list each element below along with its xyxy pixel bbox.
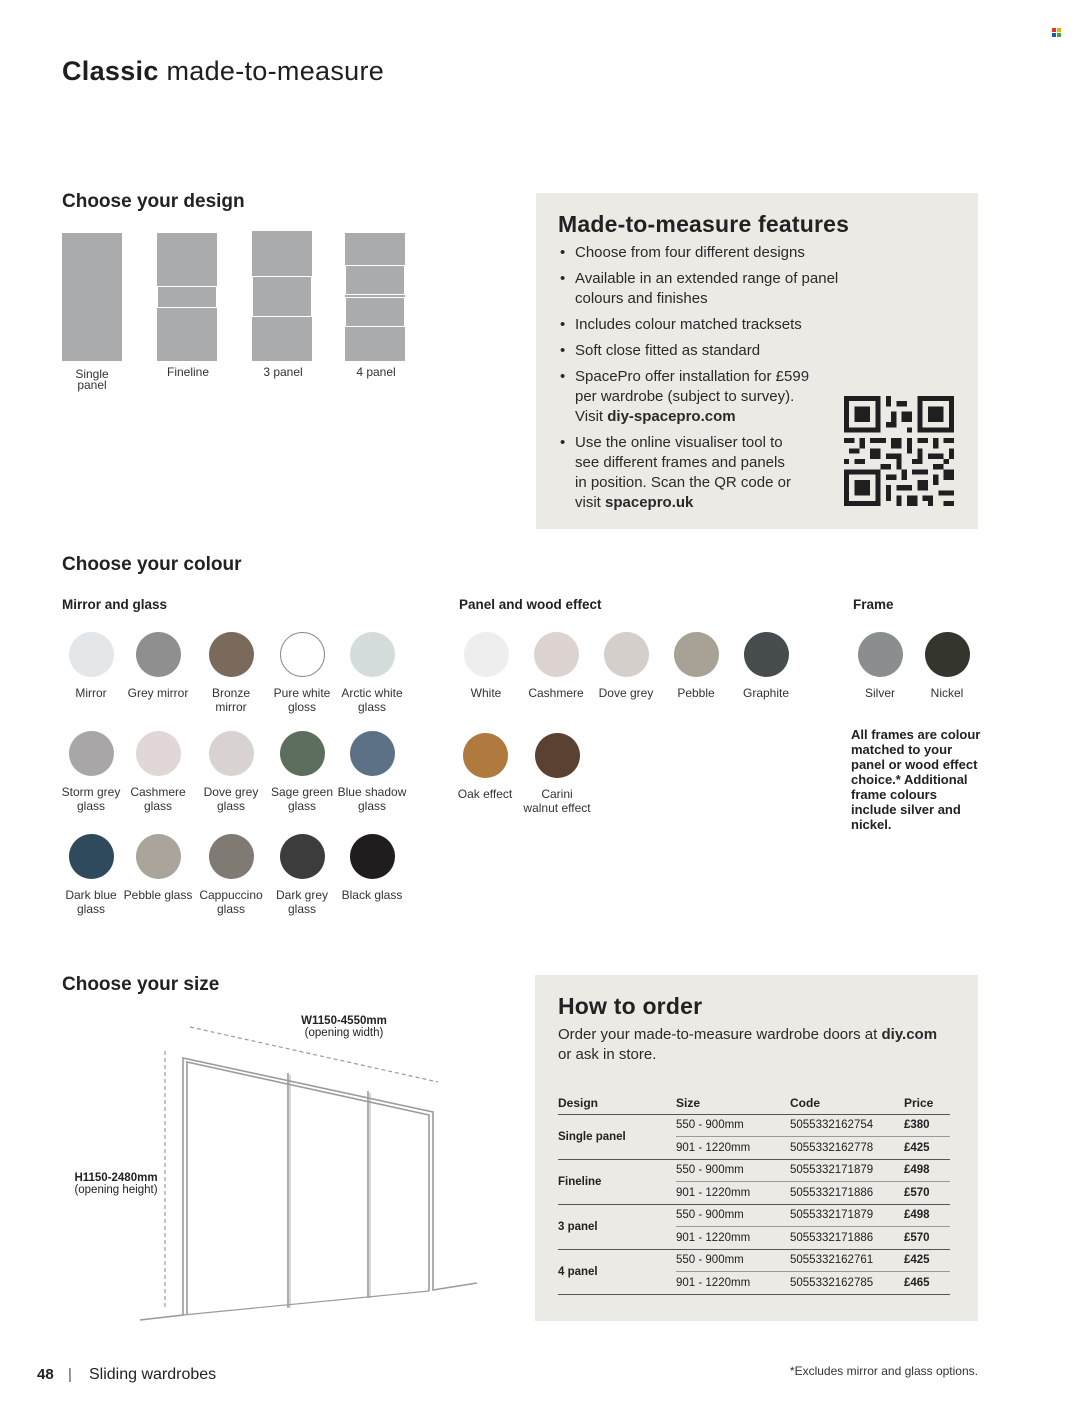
frame-heading: Frame xyxy=(853,597,894,612)
swatch-label: Dark grey glass xyxy=(275,888,328,916)
colour-swatch[interactable] xyxy=(661,632,731,700)
frame-note: All frames are colour matched to your panel or wood effect choice.* Additional frame colours include silver and nickel. xyxy=(851,727,981,832)
four-panel-diagram xyxy=(345,233,405,361)
colour-swatch[interactable] xyxy=(56,834,126,916)
feature-item: • Available in an extended range of panel colours and finishes xyxy=(558,269,848,309)
swatch-label: Carini walnut effect xyxy=(523,787,591,815)
size-heading: Choose your size xyxy=(62,974,220,995)
swatch-label: Cappuccino glass xyxy=(199,888,263,916)
swatch-label: Black glass xyxy=(341,888,403,902)
colour-swatch[interactable] xyxy=(196,632,266,714)
price-cell: £570 xyxy=(904,1182,950,1205)
code-cell: 5055332171879 xyxy=(790,1159,904,1182)
swatch-circle xyxy=(464,632,509,677)
colour-swatch[interactable] xyxy=(123,834,193,902)
size-cell: 901 - 1220mm xyxy=(676,1182,790,1205)
design-fineline[interactable] xyxy=(157,233,219,378)
diy-link[interactable]: diy.com xyxy=(881,1026,938,1043)
swatch-label: Bronze mirror xyxy=(211,686,251,714)
colour-swatch[interactable] xyxy=(267,632,337,714)
swatch-circle xyxy=(858,632,903,677)
footer-separator: | xyxy=(68,1366,72,1383)
swatch-label: Dove grey xyxy=(598,686,654,700)
swatch-circle xyxy=(674,632,719,677)
swatch-circle xyxy=(604,632,649,677)
swatch-circle xyxy=(350,731,395,776)
code-cell: 5055332171886 xyxy=(790,1227,904,1250)
swatch-label: Silver xyxy=(864,686,895,700)
size-cell: 550 - 900mm xyxy=(676,1249,790,1272)
swatch-circle xyxy=(350,834,395,879)
table-row xyxy=(558,1159,950,1182)
design-cell: Fineline xyxy=(558,1159,676,1204)
order-heading: How to order xyxy=(558,993,703,1019)
size-cell: 550 - 900mm xyxy=(676,1159,790,1182)
page-number: 48 xyxy=(37,1366,54,1383)
feature-item: • Soft close fitted as standard xyxy=(558,341,848,361)
features-heading: Made-to-measure features xyxy=(558,211,850,237)
section-name: Sliding wardrobes xyxy=(89,1366,217,1383)
design-cell: 4 panel xyxy=(558,1249,676,1294)
swatch-circle xyxy=(69,834,114,879)
design-label: 4 panel xyxy=(356,365,396,379)
swatch-circle xyxy=(350,632,395,677)
order-intro: Order your made-to-measure wardrobe doors at diy.com or ask in store. xyxy=(558,1026,938,1063)
swatch-label: Arctic white glass xyxy=(341,686,403,714)
swatch-label: Grey mirror xyxy=(127,686,189,700)
swatch-circle xyxy=(209,632,254,677)
swatch-label: Sage green glass xyxy=(270,785,334,813)
column-header: Size xyxy=(676,1092,790,1114)
swatch-label: Pebble glass xyxy=(123,888,193,902)
code-cell: 5055332162754 xyxy=(790,1114,904,1137)
swatch-circle xyxy=(280,834,325,879)
table-row xyxy=(558,1249,950,1272)
swatch-circle xyxy=(280,632,325,677)
features-box xyxy=(536,193,978,529)
code-cell: 5055332171886 xyxy=(790,1182,904,1205)
colour-swatch[interactable] xyxy=(56,731,126,813)
colour-swatch[interactable] xyxy=(267,731,337,813)
code-cell: 5055332162778 xyxy=(790,1137,904,1160)
page-title: Classic made-to-measure xyxy=(62,56,385,86)
price-table xyxy=(558,1092,950,1295)
brand-logo-icon xyxy=(1052,28,1062,38)
swatch-circle xyxy=(136,632,181,677)
swatch-label: Nickel xyxy=(930,686,964,700)
size-cell: 901 - 1220mm xyxy=(676,1227,790,1250)
qr-code-icon[interactable] xyxy=(844,396,954,506)
colour-swatch[interactable] xyxy=(123,632,193,700)
colour-swatch[interactable] xyxy=(196,834,266,916)
design-label: Fineline xyxy=(166,365,210,379)
swatch-label: Pebble xyxy=(677,686,715,700)
design-heading: Choose your design xyxy=(62,191,245,212)
swatch-circle xyxy=(280,731,325,776)
swatch-circle xyxy=(463,733,508,778)
features-list xyxy=(558,243,848,519)
swatch-label: Dark blue glass xyxy=(65,888,117,916)
design-3-panel[interactable] xyxy=(252,231,314,378)
price-cell: £498 xyxy=(904,1159,950,1182)
swatch-circle xyxy=(744,632,789,677)
table-header-row xyxy=(558,1092,950,1114)
colour-swatch[interactable] xyxy=(731,632,801,700)
column-header: Design xyxy=(558,1092,676,1114)
swatch-circle xyxy=(535,733,580,778)
panel-wood-heading: Panel and wood effect xyxy=(459,597,602,612)
swatch-label: Cashmere xyxy=(528,686,584,700)
colour-swatch[interactable] xyxy=(337,834,407,902)
colour-swatch[interactable] xyxy=(337,731,407,813)
colour-swatch[interactable] xyxy=(267,834,337,916)
swatch-circle xyxy=(136,731,181,776)
code-cell: 5055332162761 xyxy=(790,1249,904,1272)
price-cell: £425 xyxy=(904,1137,950,1160)
column-header: Code xyxy=(790,1092,904,1114)
price-cell: £425 xyxy=(904,1249,950,1272)
height-dimension: H1150-2480mm (opening height) xyxy=(74,1172,158,1196)
feature-item: • Includes colour matched tracksets xyxy=(558,315,848,335)
order-box xyxy=(535,975,978,1321)
design-label: 3 panel xyxy=(263,365,303,379)
code-cell: 5055332171879 xyxy=(790,1204,904,1227)
single-panel-diagram xyxy=(62,233,122,361)
swatch-circle xyxy=(209,834,254,879)
swatch-circle xyxy=(925,632,970,677)
design-cell: Single panel xyxy=(558,1114,676,1159)
colour-heading: Choose your colour xyxy=(62,554,242,575)
code-cell: 5055332162785 xyxy=(790,1272,904,1295)
size-cell: 901 - 1220mm xyxy=(676,1272,790,1295)
colour-swatch[interactable] xyxy=(845,632,915,700)
price-cell: £380 xyxy=(904,1114,950,1137)
colour-swatch[interactable] xyxy=(591,632,661,700)
spacepro-link[interactable]: spacepro.uk xyxy=(605,494,694,511)
swatch-label: Oak effect xyxy=(457,787,513,801)
swatch-circle xyxy=(136,834,181,879)
swatch-circle xyxy=(69,731,114,776)
design-label: Single panel xyxy=(75,367,109,392)
feature-item: • Use the online visualiser tool to see different frames and panels in position. Scan the QR code or visit spacepro.uk xyxy=(558,433,798,513)
three-panel-diagram xyxy=(252,231,312,361)
swatch-circle xyxy=(69,632,114,677)
colour-swatch[interactable] xyxy=(56,632,126,700)
design-single-panel[interactable] xyxy=(62,233,124,391)
colour-swatch[interactable] xyxy=(451,733,519,801)
size-cell: 901 - 1220mm xyxy=(676,1137,790,1160)
design-cell: 3 panel xyxy=(558,1204,676,1249)
width-dimension: W1150-4550mm (opening width) xyxy=(301,1015,387,1039)
table-row xyxy=(558,1204,950,1227)
footnote: *Excludes mirror and glass options. xyxy=(789,1364,978,1378)
size-cell: 550 - 900mm xyxy=(676,1114,790,1137)
diy-spacepro-link[interactable]: diy-spacepro.com xyxy=(607,408,736,425)
colour-swatch[interactable] xyxy=(123,731,193,813)
colour-swatch[interactable] xyxy=(451,632,521,700)
swatch-label: Storm grey glass xyxy=(61,785,121,813)
colour-swatch[interactable] xyxy=(521,632,591,700)
fineline-diagram xyxy=(157,233,217,361)
price-cell: £465 xyxy=(904,1272,950,1295)
colour-swatch[interactable] xyxy=(523,733,591,815)
swatch-label: Dove grey glass xyxy=(203,785,259,813)
size-cell: 550 - 900mm xyxy=(676,1204,790,1227)
swatch-label: Cashmere glass xyxy=(130,785,186,813)
swatch-label: Pure white gloss xyxy=(273,686,331,714)
price-cell: £570 xyxy=(904,1227,950,1250)
colour-swatch[interactable] xyxy=(912,632,982,700)
price-cell: £498 xyxy=(904,1204,950,1227)
feature-item: • SpacePro offer installation for £599 per wardrobe (subject to survey). Visit diy-spacepro.com xyxy=(558,367,818,427)
swatch-label: Mirror xyxy=(75,686,107,700)
swatch-label: Blue shadow glass xyxy=(337,785,407,813)
swatch-circle xyxy=(209,731,254,776)
feature-item: • Choose from four different designs xyxy=(558,243,848,263)
mirror-glass-heading: Mirror and glass xyxy=(62,597,168,612)
swatch-circle xyxy=(534,632,579,677)
wardrobe-size-diagram xyxy=(135,1015,485,1325)
colour-swatch[interactable] xyxy=(196,731,266,813)
design-4-panel[interactable] xyxy=(345,233,407,378)
table-row xyxy=(558,1114,950,1137)
swatch-label: Graphite xyxy=(742,686,790,700)
swatch-label: White xyxy=(470,686,502,700)
colour-swatch[interactable] xyxy=(337,632,407,714)
column-header: Price xyxy=(904,1092,950,1114)
